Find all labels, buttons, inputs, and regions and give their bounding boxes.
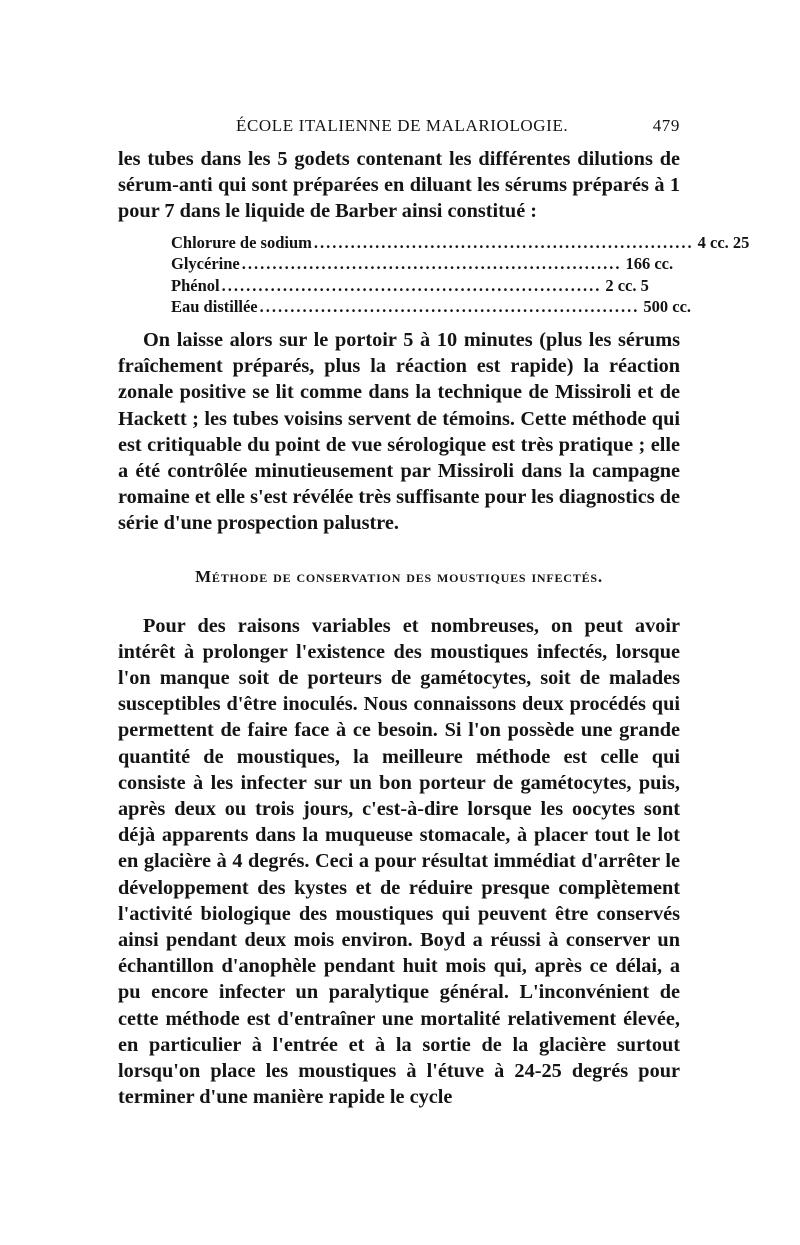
- dot-leader: ..............................................................: [313, 232, 694, 252]
- paragraph-serum-reaction: On laisse alors sur le portoir 5 à 10 minutes (plus les sérums fraîchement préparés, plus la réaction est rapide) la réaction zonale positive se lit comme dans la technique de Missiroli et de Hackett ; les tubes voisins servent de témoins. Cette méthode qui est critiquable du point de vue sérologique est très pratique ; elle a été contrôlée minutieusement par Missiroli dans la campagne romaine et elle s'est révélée très suffisante pour les diagnostics de série d'une prospection palustre.: [118, 328, 680, 535]
- section-heading: Méthode de conservation des moustiques infectés.: [195, 566, 603, 586]
- recipe-row: [171, 296, 692, 318]
- running-head: [118, 112, 680, 146]
- recipe-ingredient: Eau distillée: [171, 297, 258, 317]
- recipe-row: [171, 275, 649, 297]
- recipe-quantity: 166 cc.: [625, 254, 674, 274]
- recipe-row: [171, 253, 674, 275]
- dot-leader: ..............................................................: [241, 254, 622, 274]
- recipe-ingredient: Phénol: [171, 275, 220, 295]
- recipe-ingredient: Chlorure de sodium: [171, 232, 312, 252]
- recipe-quantity: 2 cc. 5: [605, 275, 649, 295]
- dot-leader: ..............................................................: [259, 297, 640, 317]
- recipe-row: [171, 232, 750, 254]
- dot-leader: ..............................................................: [221, 275, 602, 295]
- recipe-quantity: 500 cc.: [643, 297, 692, 317]
- recipe-table: [171, 232, 750, 318]
- paragraph-mosquito-conservation: Pour des raisons variables et nombreuses, on peut avoir intérêt à prolonger l'existence des moustiques infectés, lorsque l'on manque soit de porteurs de gamétocytes, soit de malades susceptibles d'être inoculés. Nous connaissons deux procédés qui permettent de faire face à ce besoin. Si l'on possède une grande quantité de moustiques, la meilleure méthode est celle qui consiste à les infecter sur un bon porteur de gamétocytes, puis, après deux ou trois jours, c'est-à-dire lorsque les oocytes sont déjà apparents dans la muqueuse stomacale, à placer tout le lot en glacière à 4 degrés. Ceci a pour résultat immédiat d'arrêter le développement des kystes et de réduire presque complètement l'activité biologique des moustiques qui peuvent être conservés ainsi pendant deux mois environ. Boyd a réussi à conserver un échantillon d'anophèle pendant huit mois qui, après ce délai, a pu encore infecter un paralytique général. L'inconvénient de cette méthode est d'entraîner une mortalité relativement élevée, en particulier à l'entrée et à la sortie de la glacière surtout lorsqu'on place les moustiques à l'étuve à 24-25 degrés pour terminer d'une manière rapide le cycle: [118, 614, 680, 1109]
- recipe-quantity: 4 cc. 25: [697, 232, 750, 252]
- page: [118, 112, 750, 1110]
- recipe-ingredient: Glycérine: [171, 254, 240, 274]
- paragraph-continuation: les tubes dans les 5 godets contenant les différentes dilutions de sérum-anti qui sont préparées en diluant les sérums préparés à 1 pour 7 dans le liquide de Barber ainsi constitué :: [118, 148, 680, 223]
- running-title: ÉCOLE ITALIENNE DE MALARIOLOGIE.: [236, 116, 569, 135]
- page-number: 479: [652, 116, 680, 135]
